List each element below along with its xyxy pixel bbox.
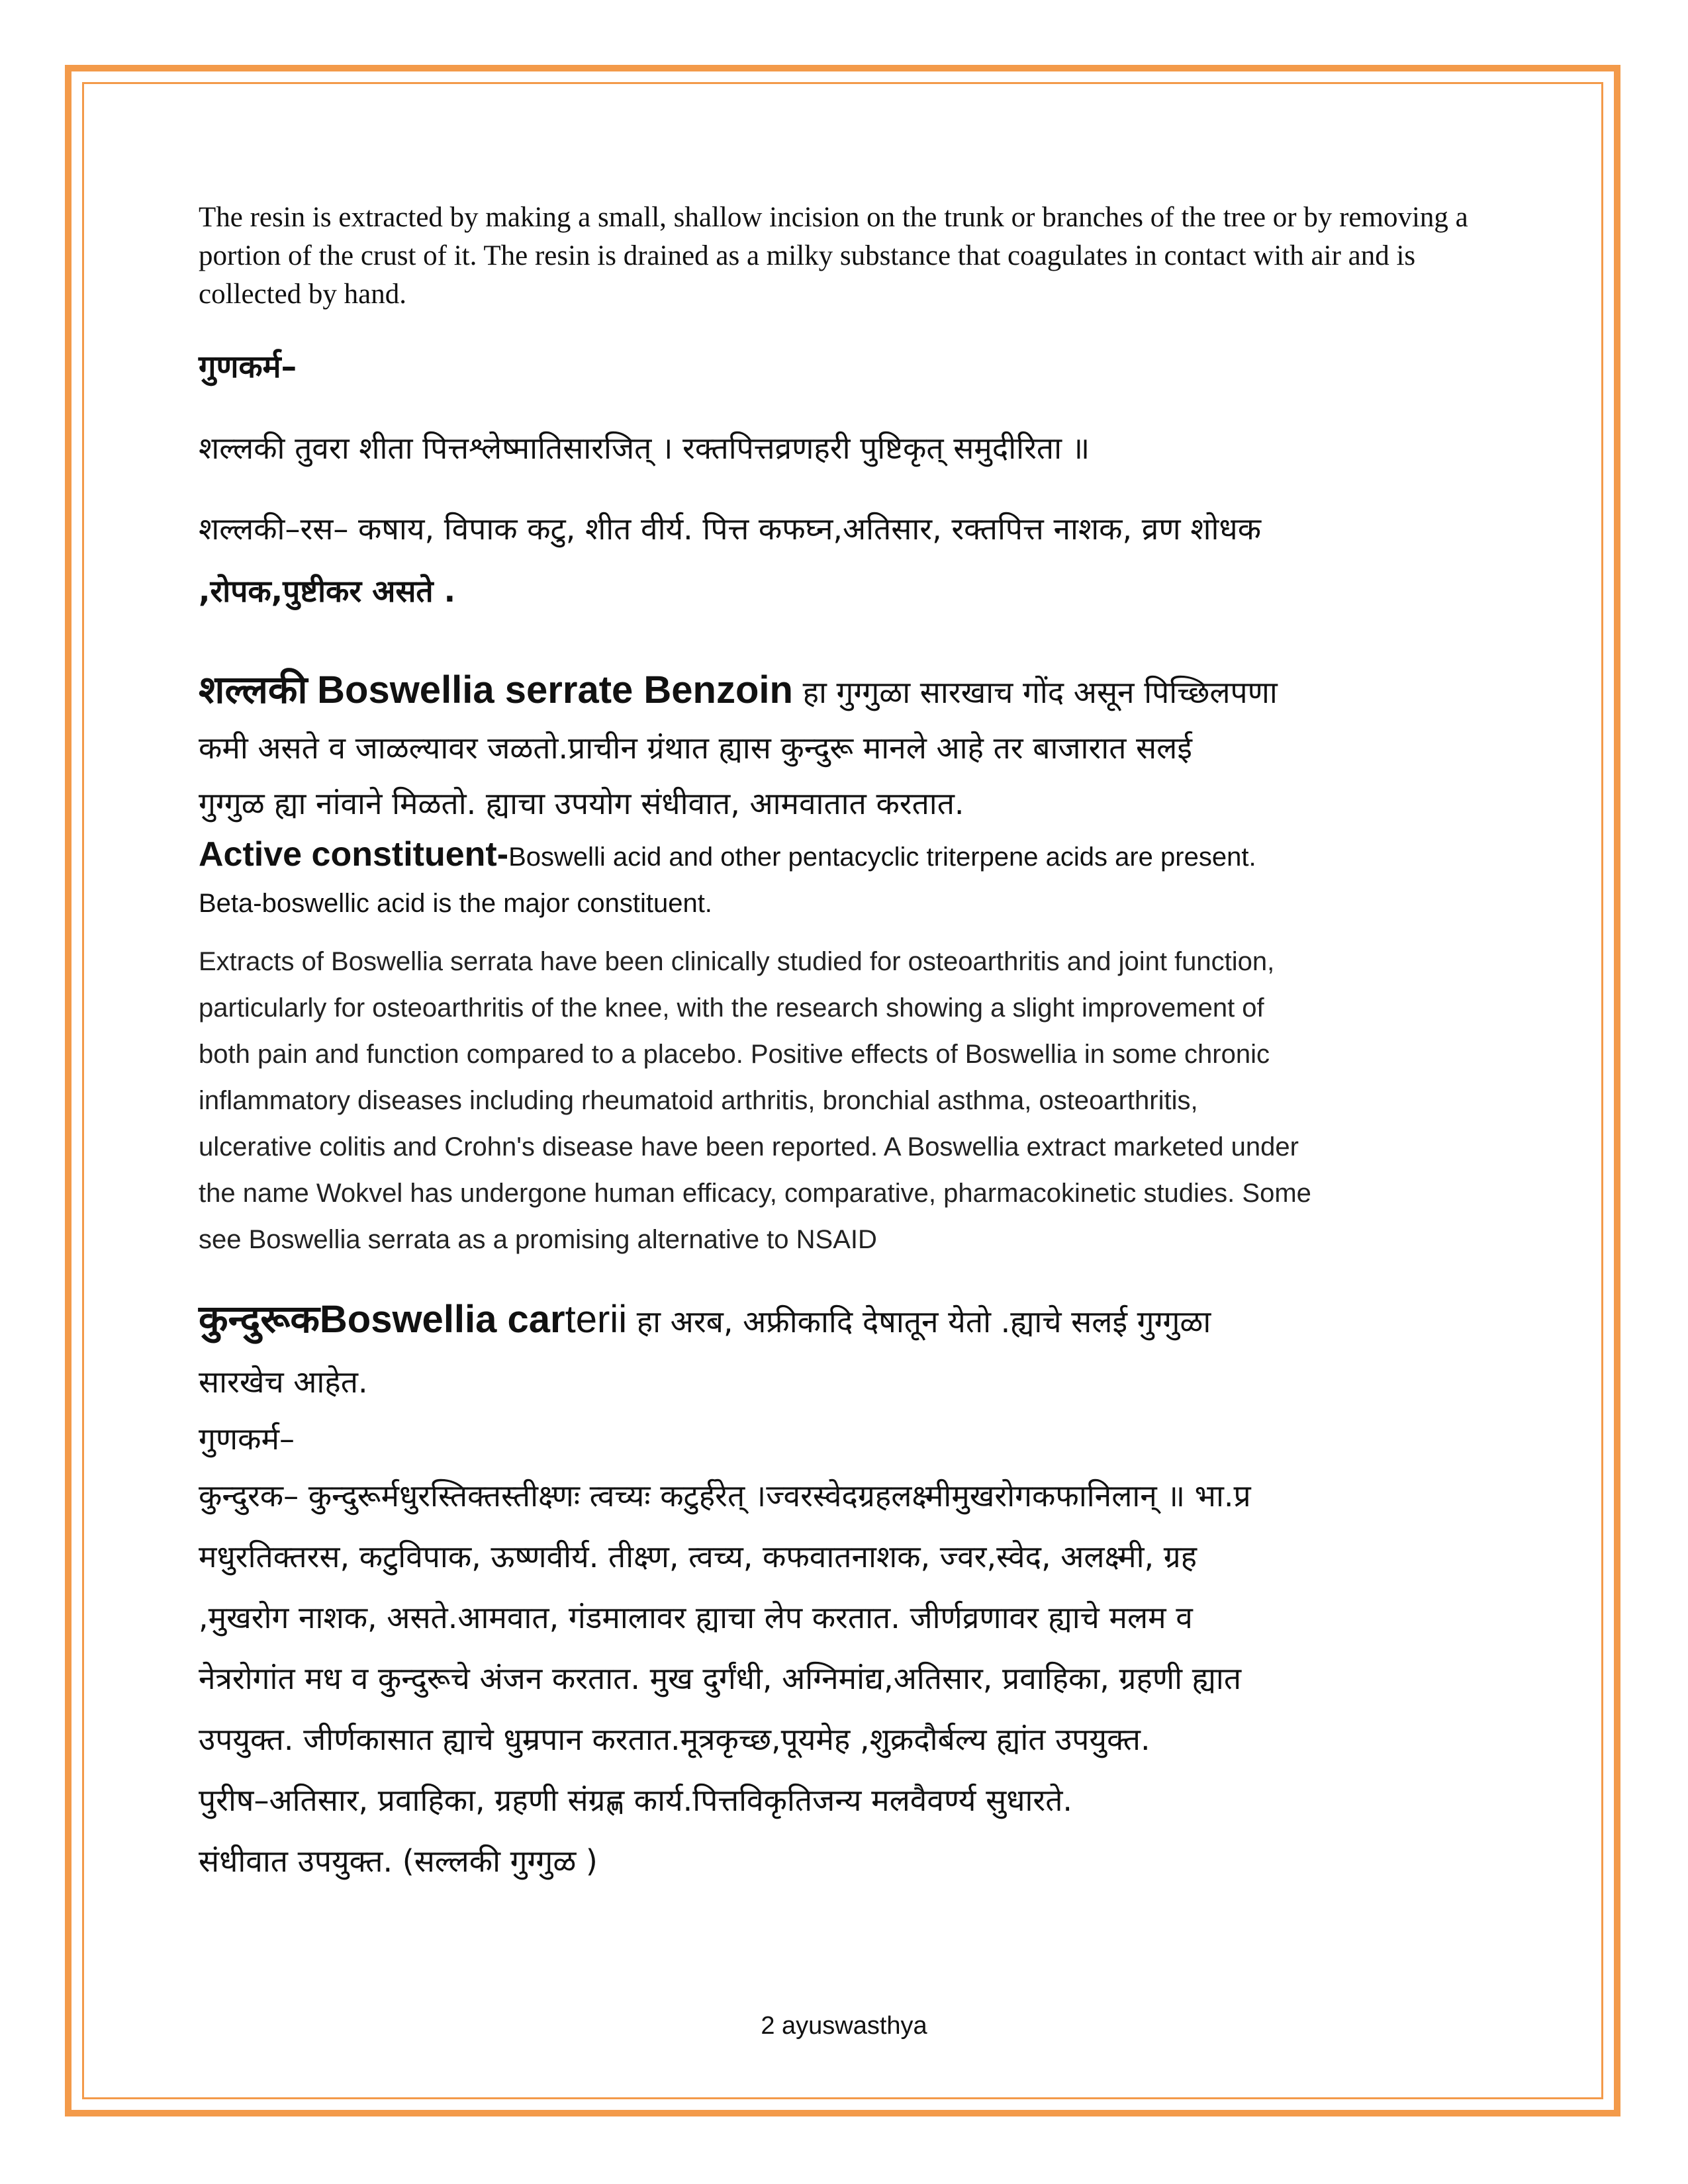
gunakarma-heading: गुणकर्म– <box>199 349 297 385</box>
research-line: inflammatory diseases including rheumatoid arthritis, bronchial asthma, osteoarthritis, <box>199 1086 1198 1115</box>
shloka-line: शल्लकी तुवरा शीता पित्तश्लेष्मातिसारजित् । रक्तपित्तव्रणहरी पुष्टिकृत् समुदीरिता ॥ <box>199 430 1090 466</box>
research-line: ulcerative colitis and Crohn's disease have been reported. A Boswellia extract marketed under <box>199 1132 1299 1161</box>
kunduruka-line: मधुरतिक्तरस, कटुविपाक, ऊष्णवीर्य. तीक्ष्ण, त्वच्य, कफवातनाशक, ज्वर,स्वेद, अलक्ष्मी, ग्रह <box>199 1539 1197 1574</box>
shallaki-explain-line-1: शल्लकी–रस– कषाय, विपाक कटु, शीत वीर्य. पित्त कफघ्न,अतिसार, रक्तपित्त नाशक, व्रण शोधक <box>199 511 1262 547</box>
page-content <box>199 199 1496 1891</box>
kunduruka-line: कुन्दुरक– कुन्दुरूर्मधुरस्तिक्तस्तीक्ष्णः त्वच्यः कटुर्हरेत् ।ज्वरस्वेदग्रहलक्ष्मीमुखरोगकफानिलान् ॥ भा.प्र <box>199 1478 1251 1514</box>
active-constituent-text-2: Beta-boswellic acid is the major constituent. <box>199 889 712 918</box>
research-line: the name Wokvel has undergone human efficacy, comparative, pharmacokinetic studies. Some <box>199 1179 1311 1208</box>
kunduruka-line: नेत्ररोगांत मध व कुन्दुरूचे अंजन करतात. मुख दुर्गंधी, अग्निमांद्य,अतिसार, प्रवाहिका, ग्रहणी ह्यात <box>199 1661 1242 1696</box>
kunduruka-mr-name: कुन्दुरूक <box>199 1297 320 1342</box>
kunduruka-latin-bold: Boswellia car <box>319 1298 565 1341</box>
intro-paragraph: The resin is extracted by making a small, shallow incision on the trunk or branches of the tree or by removing a portion of the crust of it. The resin is drained as a milky substance that coagulates in contact with air and is collected by hand. <box>199 202 1468 310</box>
active-constituent-text-1: Boswelli acid and other pentacyclic triterpene acids are present. <box>508 842 1256 872</box>
kunduruka-line: पुरीष–अतिसार, प्रवाहिका, ग्रहणी संग्रह्ण कार्य.पित्तविकृतिजन्य मलवैवर्ण्य सुधारते. <box>199 1782 1073 1818</box>
research-line: see Boswellia serrata as a promising alternative to NSAID <box>199 1225 877 1254</box>
kunduruka-latin-light: terii <box>565 1298 628 1341</box>
kunduruka-line: ,मुखरोग नाशक, असते.आमवात, गंडमालावर ह्याचा लेप करतात. जीर्णव्रणावर ह्याचे मलम व <box>199 1600 1193 1635</box>
active-constituent-line <box>199 831 1496 880</box>
shallaki-explain-line-2: ,रोपक,पुष्टीकर असते . <box>199 573 456 609</box>
shallaki-desc-2: कमी असते व जाळल्यावर जळतो.प्राचीन ग्रंथात ह्यास कुन्दुरू मानले आहे तर बाजारात सलई <box>199 730 1192 766</box>
shallaki-desc-1: हा गुग्गुळा सारखाच गोंद असून पिच्छिलपणा <box>802 674 1278 710</box>
shallaki-mr-name: शल्लकी <box>199 667 308 712</box>
kunduruka-desc-1: हा अरब, अफ्रीकादि देषातून येतो .ह्याचे सलई गुग्गुळा <box>636 1304 1211 1340</box>
shallaki-desc-3: गुग्गुळ ह्या नांवाने मिळतो. ह्याचा उपयोग संधीवात, आमवातात करतात. <box>199 786 964 821</box>
boswellia-research-paragraph <box>199 938 1496 1263</box>
page-footer: 2 ayuswasthya <box>761 2012 927 2040</box>
active-constituent-label: Active constituent- <box>199 835 509 874</box>
kunduruka-desc-2: सारखेच आहेत. <box>199 1364 368 1400</box>
kunduruka-heading-line <box>199 1289 1496 1351</box>
kunduruka-gunakarma-heading: गुणकर्म– <box>199 1421 295 1457</box>
research-line: particularly for osteoarthritis of the knee, with the research showing a slight improvement of <box>199 993 1264 1023</box>
kunduruka-line: उपयुक्त. जीर्णकासात ह्याचे धुम्रपान करतात.मूत्रकृच्छ,पूयमेह ,शुक्रदौर्बल्य ह्यांत उपयुक्त. <box>199 1721 1150 1757</box>
shallaki-latin-name: Boswellia serrate Benzoin <box>317 668 793 711</box>
kunduruka-line: संधीवात उपयुक्त. (सल्लकी गुग्गुळ ) <box>199 1843 598 1879</box>
research-line: Extracts of Boswellia serrata have been clinically studied for osteoarthritis and joint function, <box>199 947 1275 976</box>
research-line: both pain and function compared to a placebo. Positive effects of Boswellia in some chronic <box>199 1040 1270 1069</box>
shallaki-heading-line <box>199 662 1496 720</box>
